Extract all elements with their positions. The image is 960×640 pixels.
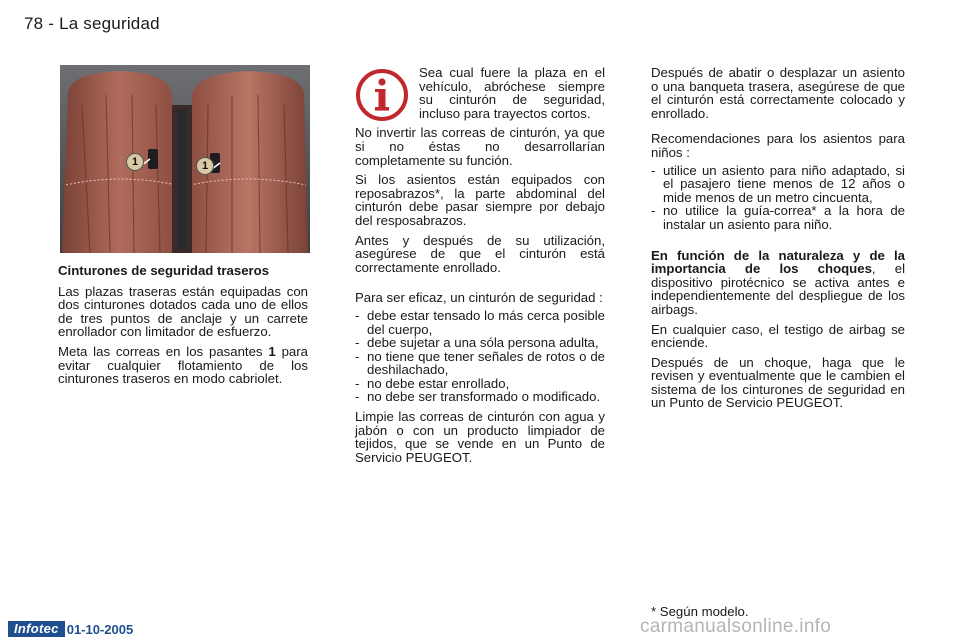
advice-para-2: Si los asientos están equipados con reposabrazos*, la parte abdominal del cinturón debe pasar siempre por debajo del resposabrazos. bbox=[355, 172, 605, 228]
list-item: - no utilice la guía-correa* a la hora de instalar un asiento para niño. bbox=[651, 204, 905, 231]
rear-belts-para-1: Las plazas traseras están equipadas con dos cinturones dotados cada uno de ellos de tres puntos de anclaje y un carrete enrollador con limitador de esfuerzo. bbox=[58, 283, 308, 340]
advice-para-5: Limpie las correas de cinturón con agua y jabón o con un producto limpiador de tejidos, que se vende en un Punto de Servicio PEUGEOT. bbox=[355, 409, 605, 465]
list-item: - no debe estar enrollado, bbox=[355, 377, 605, 391]
after-crash-para: Después de un choque, haga que le revisen y eventualmente que le cambien el sistema de los cinturones de seguridad en un Punto de Servicio PEUGEOT. bbox=[651, 354, 905, 411]
rear-seats-photo bbox=[60, 65, 310, 253]
section-title: La seguridad bbox=[59, 14, 160, 33]
list-item: - utilice un asiento para niño adaptado, si el pasajero tiene menos de 12 años o mide menos de un metro cincuenta, bbox=[651, 164, 905, 205]
header-separator: - bbox=[48, 14, 55, 33]
list-item: - debe sujetar a una sóla persona adulta, bbox=[355, 336, 605, 350]
column-child-seats bbox=[651, 66, 905, 416]
rear-seats-illustration bbox=[60, 65, 310, 253]
callout-marker: 1 bbox=[126, 153, 144, 171]
rear-belts-para-2: Meta las correas en los pasantes 1 para evitar cualquier flotamiento de los cinturones traseros en modo cabriolet. bbox=[58, 343, 308, 387]
page-number: 78 bbox=[24, 14, 44, 33]
watermark: carmanualsonline.info bbox=[640, 616, 832, 637]
list-item: - no debe ser transformado o modificado. bbox=[355, 390, 605, 404]
page-footer bbox=[8, 621, 133, 637]
column-general-advice bbox=[355, 66, 605, 470]
advice-para-3: Antes y después de su utilización, asegúrese de que el cinturón está correctamente enrollado. bbox=[355, 232, 605, 275]
airbag-para: En función de la naturaleza y de la importancia de los choques, el dispositivo pirotécnico se activa antes e independientemente del despliegue de los airbags. bbox=[651, 247, 905, 317]
infotec-logo: Infotec bbox=[8, 621, 65, 637]
bold-lead: En función de la naturaleza y de la importancia de los choques bbox=[651, 247, 905, 277]
child-para-1: Después de abatir o desplazar un asiento o una banqueta trasera, asegúrese de que el cinturón está correctamente colocado y enrollado. bbox=[651, 65, 905, 121]
callout-marker: 1 bbox=[196, 157, 214, 175]
advice-para-1: No invertir las correas de cinturón, ya que si no éstas no desarrollarían completamente su función. bbox=[355, 125, 605, 168]
edition-date: 01-10-2005 bbox=[66, 621, 134, 637]
list-item: - no tiene que tener señales de rotos o de deshilachado, bbox=[355, 350, 605, 377]
child-para-2: Recomendaciones para los asientos para niños : bbox=[651, 131, 905, 160]
ref-number: 1 bbox=[268, 343, 276, 359]
page-header bbox=[24, 14, 160, 34]
list-item: - debe estar tensado lo más cerca posible del cuerpo, bbox=[355, 309, 605, 336]
warning-text: Sea cual fuere la plaza en el vehículo, abróchese siempre su cinturón de seguridad, incluso para trayectos cortos. bbox=[419, 65, 605, 121]
rear-belts-heading: Cinturones de seguridad traseros bbox=[58, 263, 270, 278]
child-seat-list bbox=[651, 164, 905, 232]
belt-requirements-list bbox=[355, 309, 605, 404]
airbag-warning-light-para: En cualquier caso, el testigo de airbag se enciende. bbox=[651, 321, 905, 351]
footnote: * Según modelo. bbox=[651, 604, 749, 619]
column-rear-belts bbox=[58, 264, 308, 392]
advice-para-4: Para ser eficaz, un cinturón de seguridad : bbox=[355, 290, 603, 306]
